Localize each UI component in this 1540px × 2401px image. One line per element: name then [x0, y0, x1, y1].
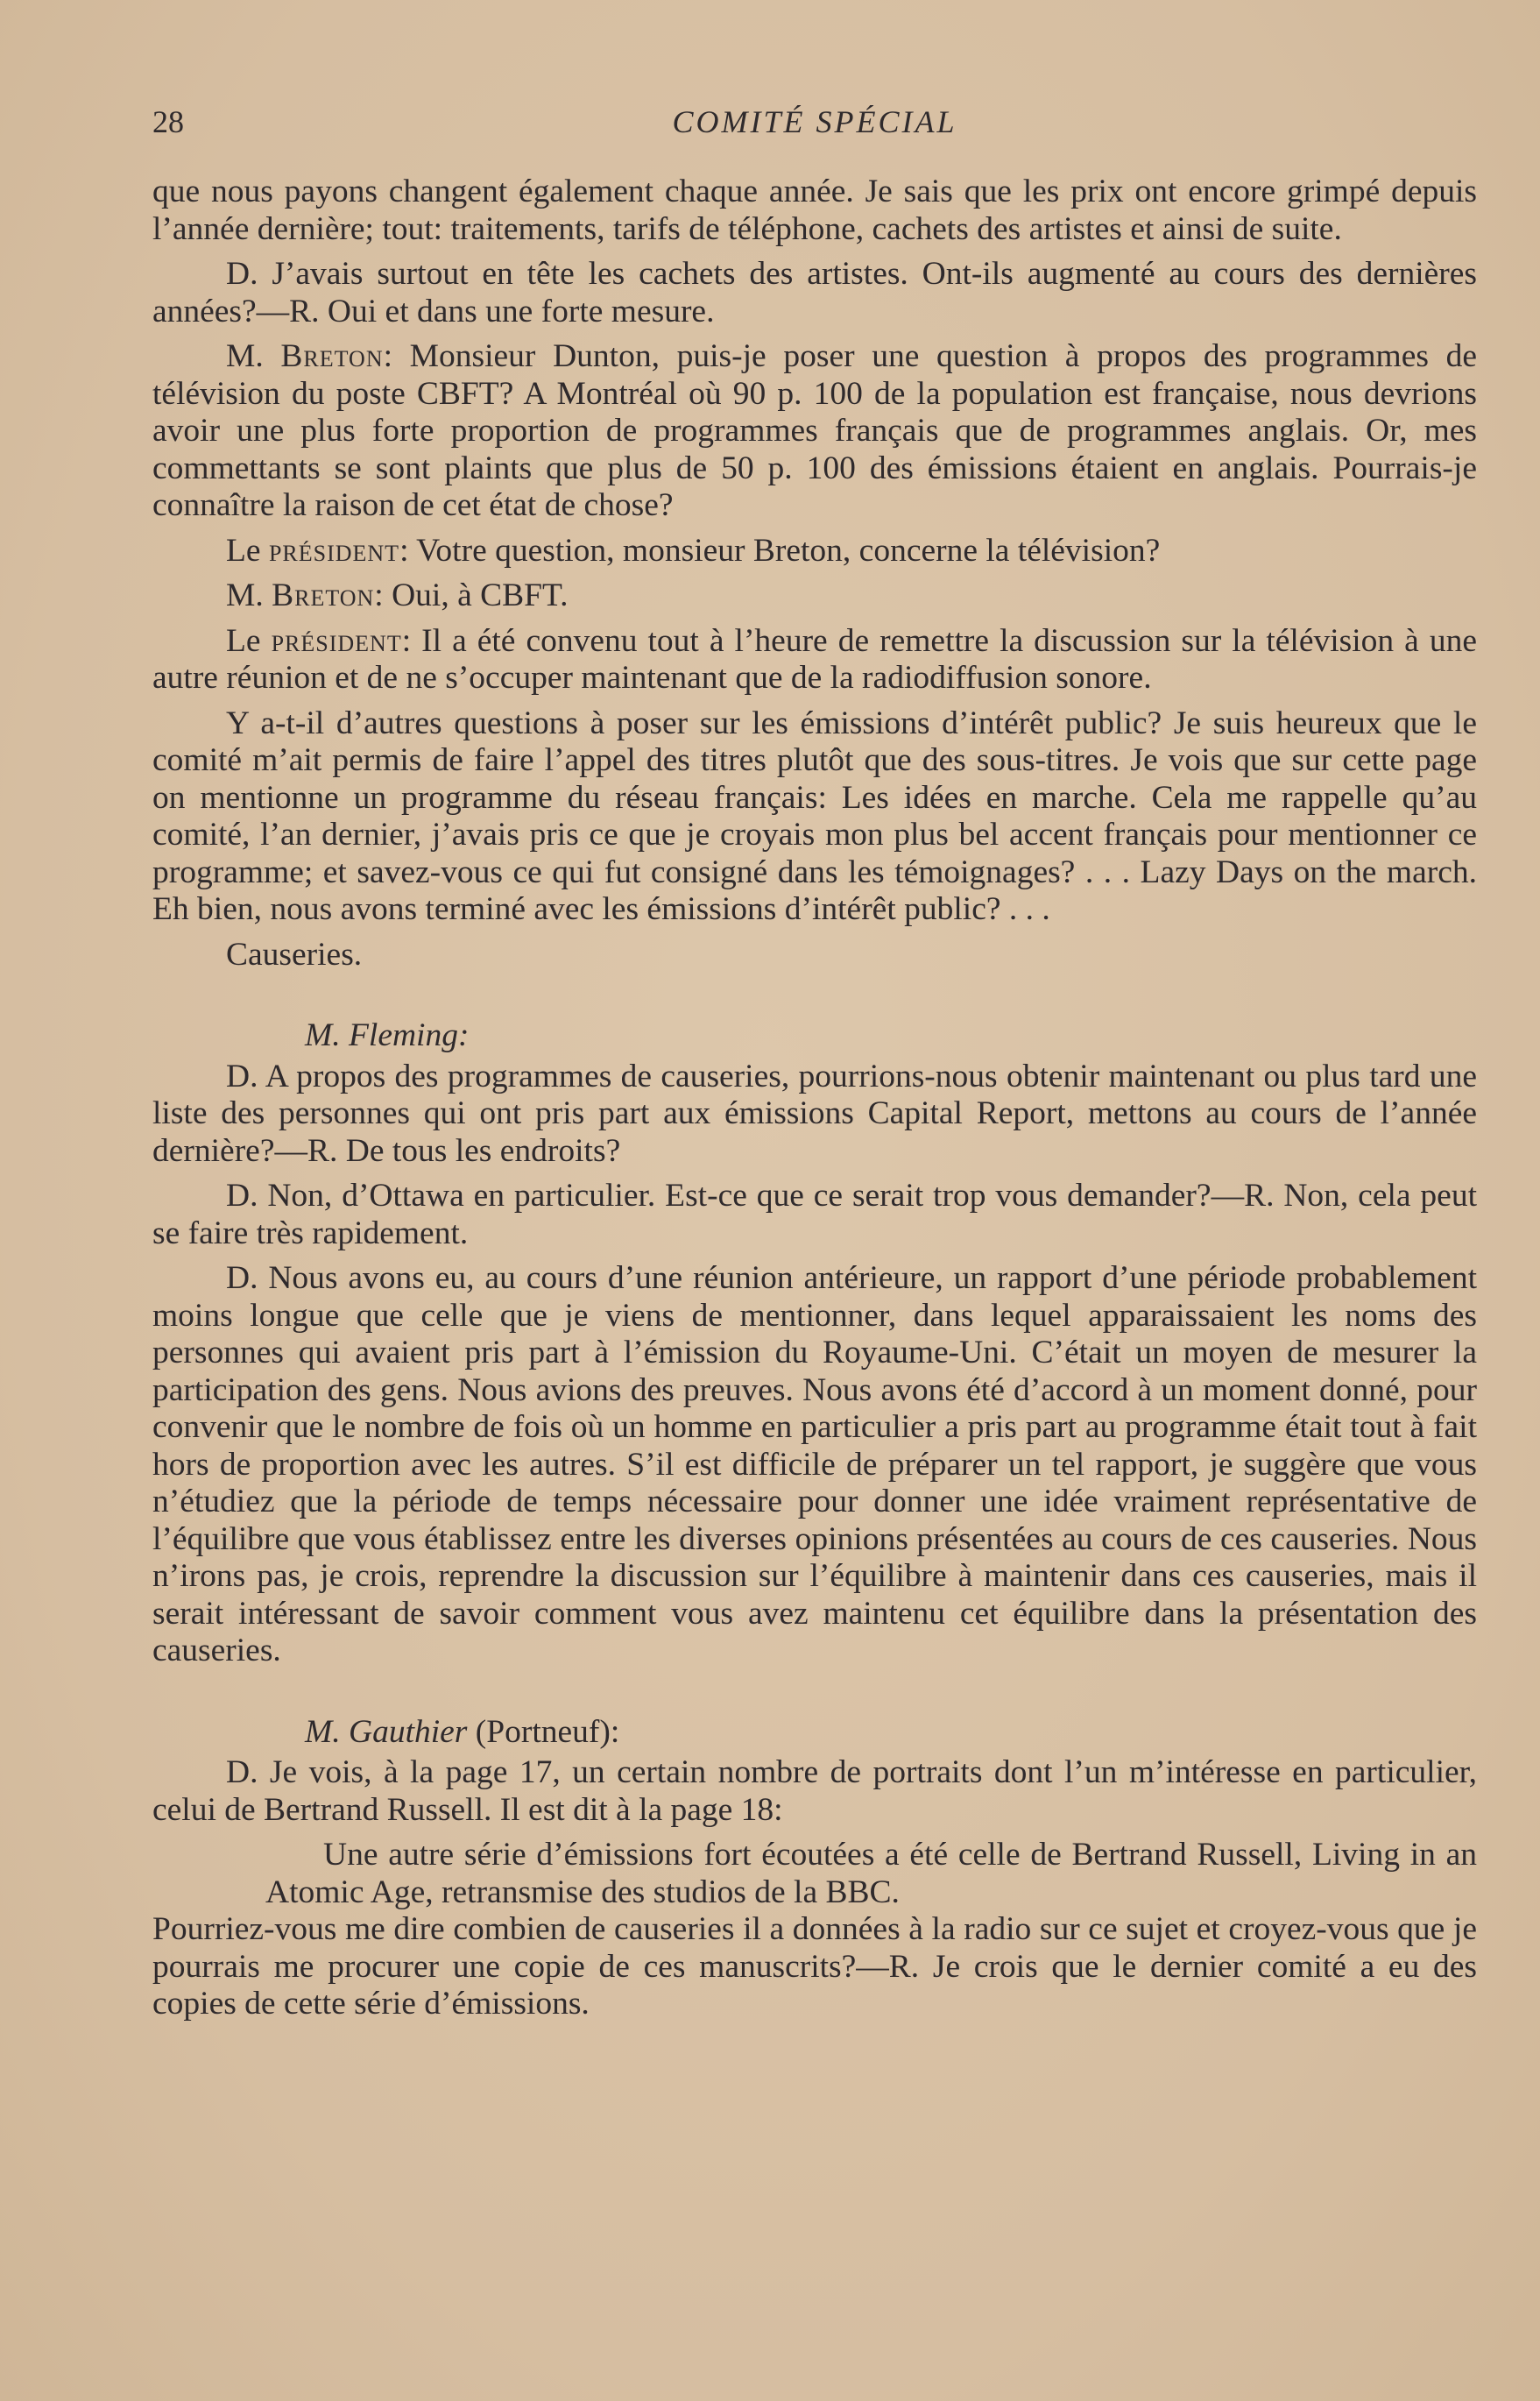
text-run: : Monsieur Dunton, puis-je poser une question à propos des programmes de télévision du poste CBFT? A Montréal où 90 p. 100 de la population est française, nous devrions avoir une plus forte proportion de programmes français que de programmes anglais. Or, mes commettants se sont plaints que plus de 50 p. 100 des émissions étaient en anglais. Pourrais-je connaître la raison de cet état de chose? [152, 338, 1478, 523]
running-title: COMITÉ SPÉCIAL [672, 104, 957, 139]
text-run: Le [226, 622, 272, 659]
text-run: président [268, 532, 400, 569]
paragraph [152, 256, 1477, 330]
block-quote [152, 1837, 1477, 1911]
paragraph [152, 937, 1477, 974]
text-run: D. Non, d’Ottawa en particulier. Est-ce que ce serait trop vous demander?—R. Non, cela peut se faire très rapidement. [152, 1178, 1477, 1251]
speaker-heading [152, 1017, 1477, 1055]
paragraph [152, 1178, 1477, 1252]
text-run: président [271, 622, 402, 659]
text-run: D. Je vois, à la page 17, un certain nombre de portraits dont l’un m’intéresse en particulier, celui de Bertrand Russell. Il est dit à la page 18: [152, 1754, 1477, 1828]
text-run: (Portneuf): [467, 1713, 620, 1750]
text-run: Les idées en marche. [841, 779, 1137, 816]
text-run: Eh bien, nous avons terminé avec les émissions d’intérêt public? . . . [152, 891, 1050, 927]
paragraph [152, 1754, 1477, 1829]
text-run: : Oui, à CBFT. [374, 577, 569, 613]
text-run: mettons au cours de l’année dernière?—R. De tous les endroits? [152, 1095, 1477, 1169]
paragraph [152, 1911, 1477, 2023]
text-run: retransmise des studios de la BBC. [433, 1873, 900, 1910]
text-run: Breton [280, 338, 384, 374]
text-run: Une autre série d’émissions fort écoutées a été celle de Bertrand Russell, [323, 1837, 1312, 1873]
text-run: que nous payons changent également chaque année. Je sais que les prix ont encore grimpé depuis l’année dernière; tout: traitements, tarifs de téléphone, cachets des artistes et ainsi de suite. [152, 174, 1477, 247]
text-run: Causeries. [226, 936, 363, 973]
text-run: Breton [272, 577, 375, 613]
paragraph [152, 623, 1477, 698]
text-run: Pourriez-vous me dire combien de causeries il a données à la radio sur ce sujet et croyez-vous que je pourrais me procurer une copie de ces manuscrits?—R. Je crois que le dernier comité a eu des copies de cette série d’émissions. [152, 1911, 1477, 2022]
text-run: D. J’avais surtout en tête les cachets des artistes. Ont-ils augmenté au cours des dernières années?—R. Oui et dans une forte mesure. [152, 256, 1477, 329]
text-run: M. Fleming: [305, 1017, 470, 1053]
speaker-heading [152, 1714, 1477, 1752]
page-number: 28 [152, 104, 184, 139]
text-run: M. Gauthier [305, 1713, 468, 1750]
paragraph [152, 705, 1477, 929]
paragraph [152, 533, 1477, 570]
text-run: Lazy Days on the march. [1140, 853, 1477, 890]
text-run: D. A propos des programmes de causeries, pourrions-nous obtenir maintenant ou plus tard une liste des personnes qui ont pris part aux émissions [152, 1058, 1477, 1131]
text-run: Le [226, 532, 269, 569]
text-run: Capital Report, [867, 1095, 1075, 1131]
paragraph [152, 1260, 1477, 1670]
text-run: M. [226, 577, 272, 613]
text-run: M. [226, 338, 281, 374]
paragraph [152, 577, 1477, 615]
text-run: Y a-t-il d’autres questions à poser sur les émissions d’intérêt public? Je suis heureux que le comité m’ait permis de faire l’appel des titres plutôt que des sous-titres. Je vois que sur cette page on mentionne un programme du réseau français: [152, 705, 1477, 816]
text-run: : Il a été convenu tout à l’heure de remettre la discussion sur la télévision à une autre réunion et de ne s’occuper maintenant que de la radiodiffusion sonore. [152, 622, 1477, 696]
text-run: Cela me rappelle qu’au comité, l’an dernier, j’avais pris ce que je croyais mon plus bel accent français pour mentionner ce programme; et savez-vous ce qui fut consigné dans les témoignages? . . . [152, 779, 1477, 890]
paragraph [152, 338, 1477, 525]
page-header [152, 103, 1477, 145]
text-run: : Votre question, monsieur Breton, concerne la télévision? [399, 532, 1161, 569]
document-body [152, 174, 1477, 2023]
text-run: Living in an Atomic Age, [265, 1837, 1477, 1910]
paragraph [152, 1059, 1477, 1171]
text-run: D. Nous avons eu, au cours d’une réunion antérieure, un rapport d’une période probablement moins longue que celle que je viens de mentionner, dans lequel apparaissaient les noms des personnes qui avaient pris part à l’émission du Royaume-Uni. C’était un moyen de mesurer la participation des gens. Nous avions des preuves. Nous avons été d’accord à un moment donné, pour convenir que le nombre de fois où un homme en particulier a pris part au programme était tout à fait hors de proportion avec les autres. S’il est difficile de préparer un tel rapport, je suggère que vous n’étudiez que la période de temps nécessaire pour donner une idée vraiment représentative de l’équilibre que vous établissez entre les diverses opinions présentées au cours de ces causeries. Nous n’irons pas, je crois, reprendre la discussion sur l’équilibre à maintenir dans ces causeries, mais il serait intéressant de savoir comment vous avez maintenu cet équilibre dans la présentation des causeries. [152, 1260, 1477, 1668]
paragraph [152, 174, 1477, 248]
